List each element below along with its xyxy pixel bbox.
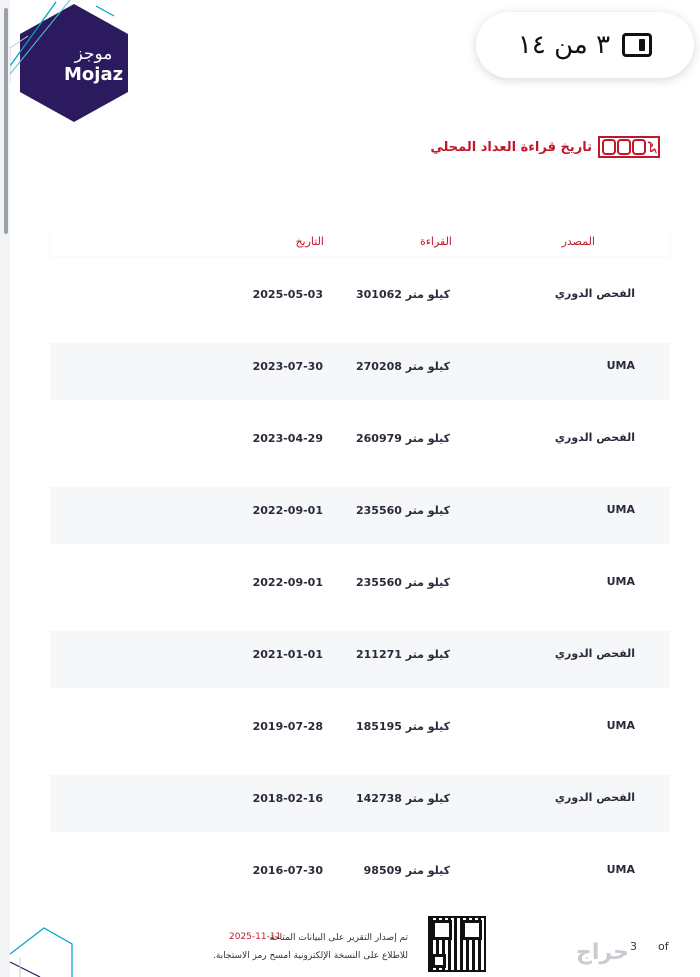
sidebar-toggle-icon: [622, 33, 652, 57]
mojaz-logo: [10, 0, 145, 125]
footer-decoration-icon: [10, 918, 90, 977]
cell-date: 2022-09-01: [252, 504, 323, 517]
cell-date: 2022-09-01: [252, 576, 323, 589]
page-indicator-text: ٣ من ١٤: [517, 30, 611, 60]
cell-date: 2023-07-30: [252, 360, 323, 373]
cell-source: الفحص الدوري: [554, 647, 635, 660]
qr-code[interactable]: [428, 916, 486, 972]
logo-arabic-text: موجز: [74, 44, 113, 64]
odometer-table: [50, 230, 670, 904]
cell-source: UMA: [606, 503, 635, 516]
table-row: [50, 415, 670, 472]
header-reading: القراءة: [419, 235, 452, 248]
table-row: [50, 487, 670, 544]
odometer-icon: [598, 136, 660, 158]
header-date: التاريخ: [295, 235, 324, 248]
table-row: [50, 631, 670, 688]
cell-source: الفحص الدوري: [554, 287, 635, 300]
cell-reading: 301062 كيلو متر: [355, 288, 450, 301]
cell-date: 2016-07-30: [252, 864, 323, 877]
issue-date: 2025-11-11: [229, 932, 282, 942]
cell-date: 2023-04-29: [252, 432, 323, 445]
table-row: [50, 775, 670, 832]
cell-reading: 260979 كيلو متر: [355, 432, 450, 445]
cell-source: UMA: [606, 719, 635, 732]
odometer-unit-label: كم: [647, 140, 657, 154]
report-page: [10, 0, 700, 977]
cell-reading: 270208 كيلو متر: [355, 360, 450, 373]
cell-source: UMA: [606, 863, 635, 876]
table-row: [50, 343, 670, 400]
section-heading: [430, 136, 660, 158]
cell-reading: 235560 كيلو متر: [355, 504, 450, 517]
cell-reading: 98509 كيلو متر: [363, 864, 450, 877]
table-row: [50, 703, 670, 760]
table-row: [50, 847, 670, 904]
header-source: المصدر: [561, 235, 595, 248]
section-title: تاريخ قراءة العداد المحلي: [430, 139, 592, 155]
scrollbar[interactable]: [4, 8, 8, 234]
cell-source: UMA: [606, 575, 635, 588]
table-row: [50, 559, 670, 616]
cell-reading: 185195 كيلو متر: [355, 720, 450, 733]
cell-reading: 211271 كيلو متر: [355, 648, 450, 661]
issue-text: تم إصدار التقرير على البيانات المتاحة: [269, 933, 408, 943]
cell-reading: 142738 كيلو متر: [355, 792, 450, 805]
watermark: حراج: [576, 940, 629, 965]
page-number: 3: [630, 940, 637, 953]
cell-reading: 235560 كيلو متر: [355, 576, 450, 589]
cell-date: 2025-05-03: [252, 288, 323, 301]
table-header: [50, 230, 670, 256]
cell-date: 2018-02-16: [252, 792, 323, 805]
scan-note: للاطلاع على النسخة الإلكترونية امسح رمز الاستجابة.: [213, 951, 408, 961]
cell-date: 2021-01-01: [252, 648, 323, 661]
logo-english-text: Mojaz: [64, 64, 124, 85]
page-of-label: of: [658, 940, 669, 953]
cell-date: 2019-07-28: [252, 720, 323, 733]
cell-source: الفحص الدوري: [554, 431, 635, 444]
page-indicator[interactable]: [476, 12, 694, 78]
cell-source: UMA: [606, 359, 635, 372]
table-row: [50, 271, 670, 328]
cell-source: الفحص الدوري: [554, 791, 635, 804]
